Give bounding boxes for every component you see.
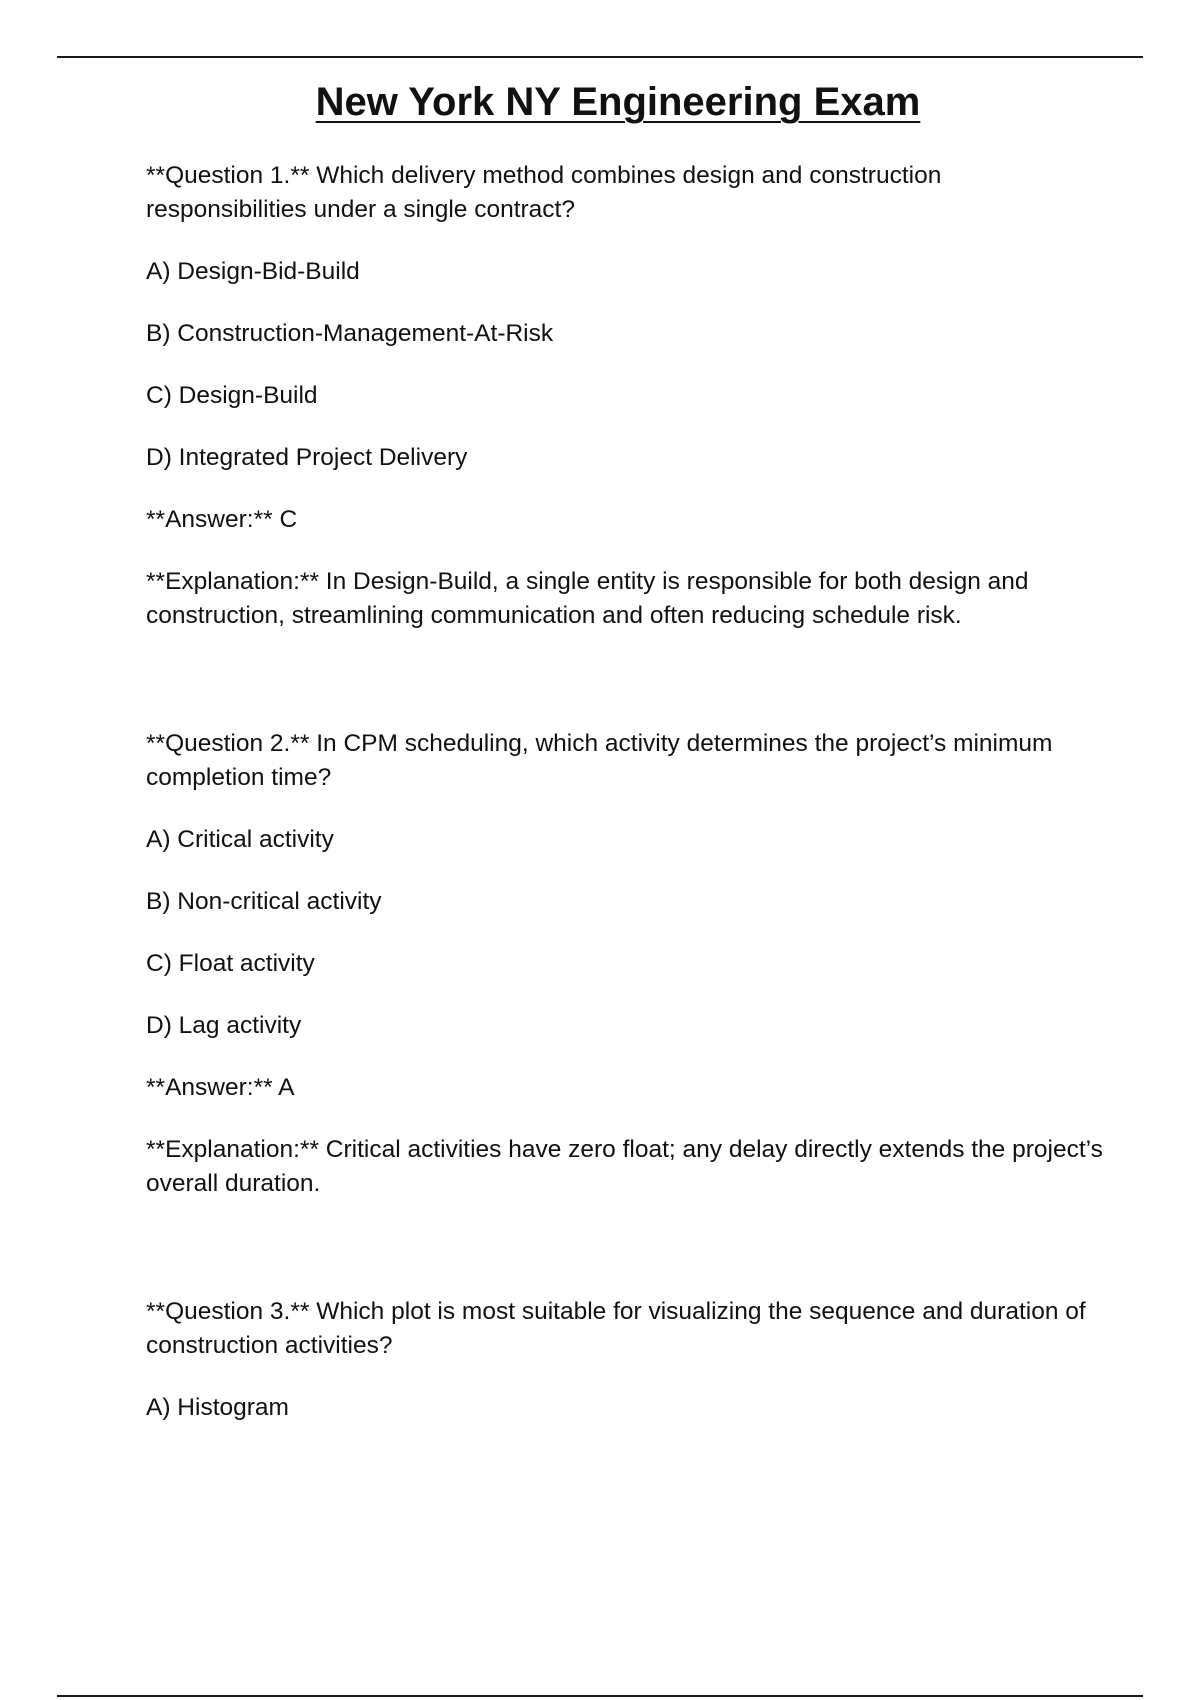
exam-content — [146, 159, 1106, 1425]
question-1-explanation: **Explanation:** In Design-Build, a single entity is responsible for both design and construction, streamlining communication and often reducing schedule risk. — [146, 568, 1029, 629]
question-2-option-b: B) Non-critical activity — [146, 888, 382, 915]
question-2-answer: **Answer:** A — [146, 1074, 295, 1101]
question-1-text: **Question 1.** Which delivery method combines design and construction responsibilities under a single contract? — [146, 162, 942, 223]
page-title — [0, 74, 1200, 130]
question-3-text: **Question 3.** Which plot is most suitable for visualizing the sequence and duration of construction activities? — [146, 1298, 1086, 1359]
question-1-option-d: D) Integrated Project Delivery — [146, 444, 468, 471]
question-1-option-a: A) Design-Bid-Build — [146, 258, 360, 285]
question-3-option-a: A) Histogram — [146, 1394, 289, 1421]
question-2-text: **Question 2.** In CPM scheduling, which activity determines the project’s minimum completion time? — [146, 730, 1053, 791]
bottom-rule — [57, 1695, 1143, 1697]
question-2-option-a: A) Critical activity — [146, 826, 334, 853]
question-1-option-c: C) Design-Build — [146, 382, 318, 409]
question-2-explanation: **Explanation:** Critical activities have zero float; any delay directly extends the project’s overall duration. — [146, 1136, 1103, 1197]
question-block-3 — [146, 1295, 1106, 1425]
question-1-option-b: B) Construction-Management-At-Risk — [146, 320, 554, 347]
question-1-answer: **Answer:** C — [146, 506, 298, 533]
page-title-text: New York NY Engineering Exam — [315, 80, 921, 124]
question-block-2 — [146, 727, 1106, 1201]
top-rule — [57, 56, 1143, 58]
question-2-option-d: D) Lag activity — [146, 1012, 302, 1039]
question-block-1 — [146, 159, 1106, 633]
question-2-option-c: C) Float activity — [146, 950, 315, 977]
